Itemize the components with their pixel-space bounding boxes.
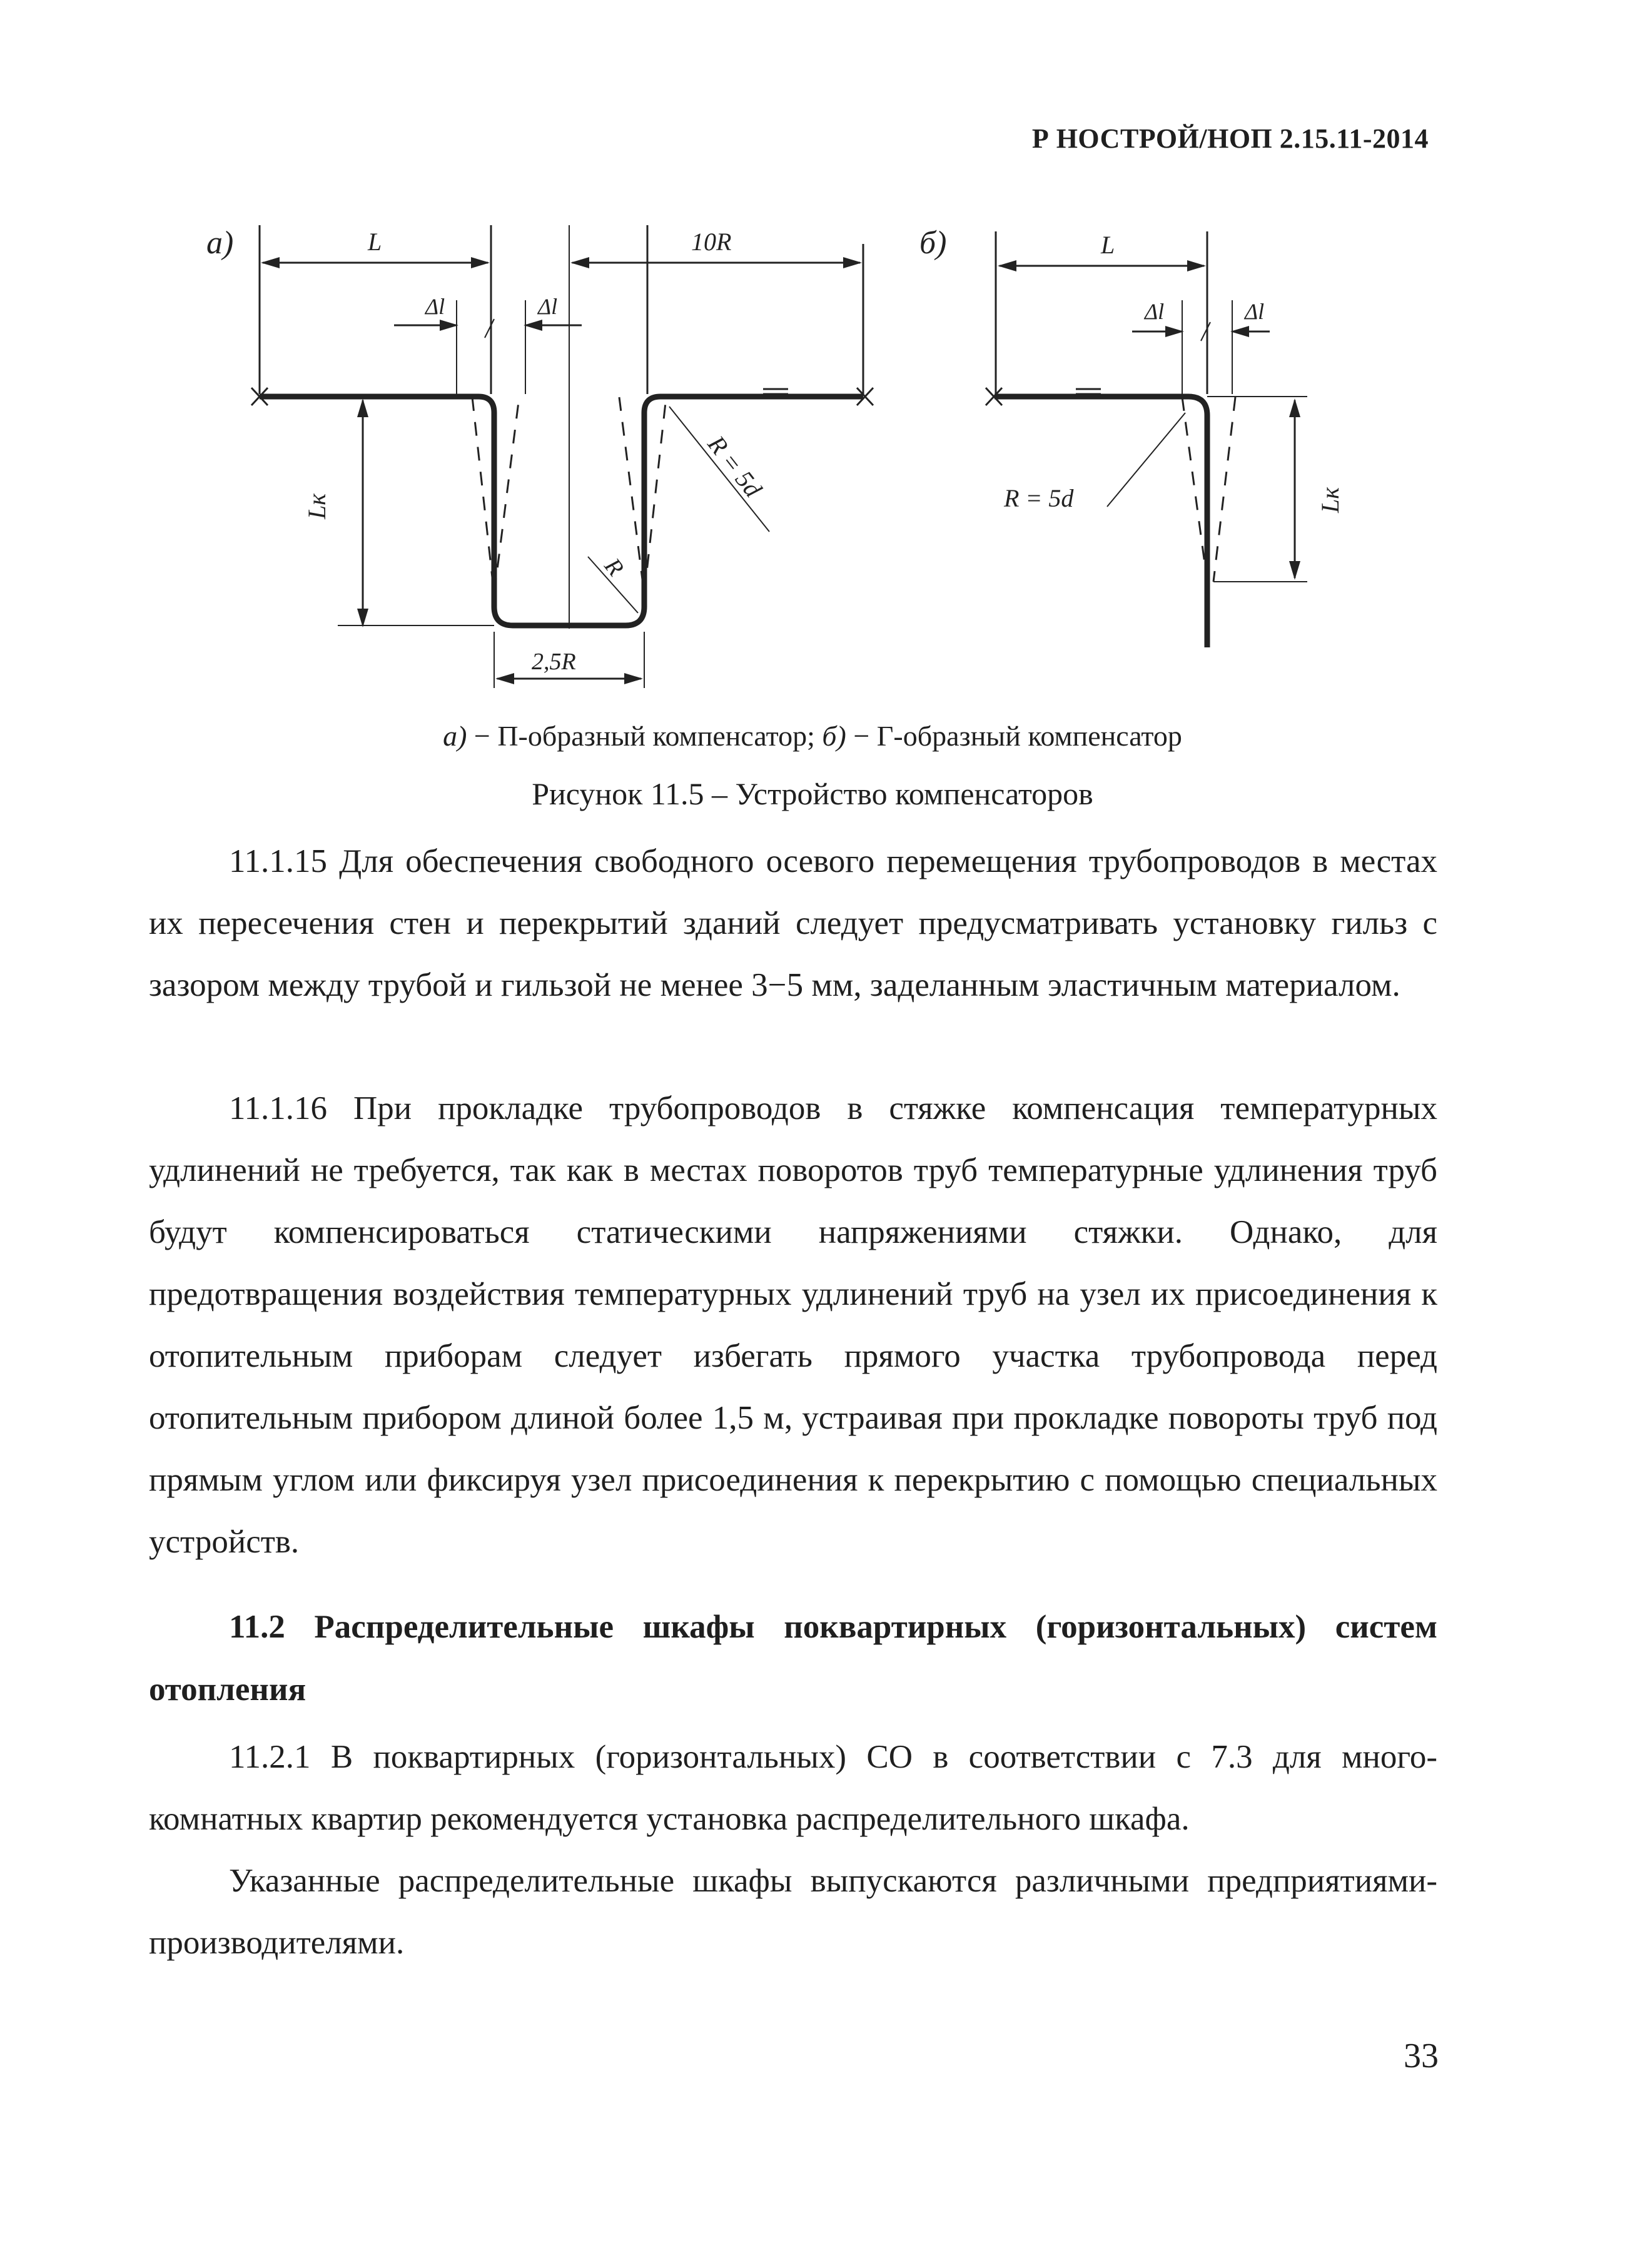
page-number: 33: [1404, 2037, 1439, 2075]
paragraph-text: 11.1.15 Для обеспечения свободного осевого перемещения трубопроводов в местах их пересечения стен и перекрытий зданий следует предусматривать установку гильз с зазором между трубой и гильзой не менее 3−5 мм, заделанным эластичным материалом.: [149, 843, 1437, 1003]
panel-a-label: а): [206, 225, 234, 261]
section-heading: 11.2 Распределительные шкафы поквартирных (горизонтальных) систем отопления: [149, 1609, 1437, 1708]
subcaption-a-marker: а): [443, 720, 467, 752]
dim-l-a-label: L: [368, 228, 382, 256]
paragraph-text: 11.2.1 В поквартирных (горизонтальных) СО в соответствии с 7.3 для многокомнатных квартир рекомендуется установка распределительного шкафа.: [149, 1739, 1437, 1837]
paragraph-11-2-1: [149, 1726, 1437, 1850]
subcaption-b-marker: б): [822, 720, 846, 752]
panel-b-label: б): [919, 225, 947, 261]
dim-l-b-label: L: [1101, 231, 1115, 259]
r-label: R: [599, 553, 629, 581]
l-compensator-drawing: [986, 231, 1307, 647]
subcaption-b-text: − Г-образный компенсатор: [846, 720, 1182, 752]
paragraph-11-1-15: [149, 831, 1437, 1016]
dim-lk-b-label: Lк: [1316, 487, 1344, 513]
paragraph-text: 11.1.16 При прокладке трубопроводов в стяжке компенсация температурных удлинений не требуется, так как в местах поворотов труб температурные удлинения труб будут компенсироваться статическими напряжениями стяжки. Однако, для предотвращения воздействия температурных удлинений труб на узел их присоединения к отопительным приборам следует избегать прямого участка трубопровода перед отопительным прибором длиной более 1,5 м, устраивая при прокладке повороты труб под прямым углом или фиксируя узел присоединения к перекрытию с помощью специальных устройств.: [149, 1090, 1437, 1560]
r-5d-a-label: R = 5d: [702, 430, 767, 503]
delta-l-a1-label: Δl: [425, 294, 445, 319]
subcaption-a-text: − П-образный компенсатор;: [467, 720, 823, 752]
figure-drawing: [206, 206, 1432, 732]
paragraph-11-1-16: [149, 1078, 1437, 1573]
r-5d-b-label: R = 5d: [1004, 484, 1074, 512]
dim-lk-a-label: Lк: [303, 494, 331, 519]
delta-l-b2-label: Δl: [1245, 299, 1265, 324]
figure-caption: Рисунок 11.5 – Устройство компенсаторов: [532, 776, 1093, 811]
dim-2-5r-label: 2,5R: [532, 649, 576, 675]
delta-l-b1-label: Δl: [1145, 299, 1165, 324]
paragraph-text: Указанные распределительные шкафы выпускаются различными предприятиями-производителями.: [149, 1863, 1437, 1961]
compensator-figure: [206, 206, 1432, 732]
paragraph-manufacturers: [149, 1850, 1437, 1974]
u-compensator-drawing: [251, 225, 873, 688]
dim-10r-label: 10R: [691, 228, 732, 256]
figure-subcaption: [0, 719, 1625, 752]
delta-l-a2-label: Δl: [538, 294, 558, 319]
document-header: Р НОСТРОЙ/НОП 2.15.11-2014: [1031, 123, 1429, 154]
